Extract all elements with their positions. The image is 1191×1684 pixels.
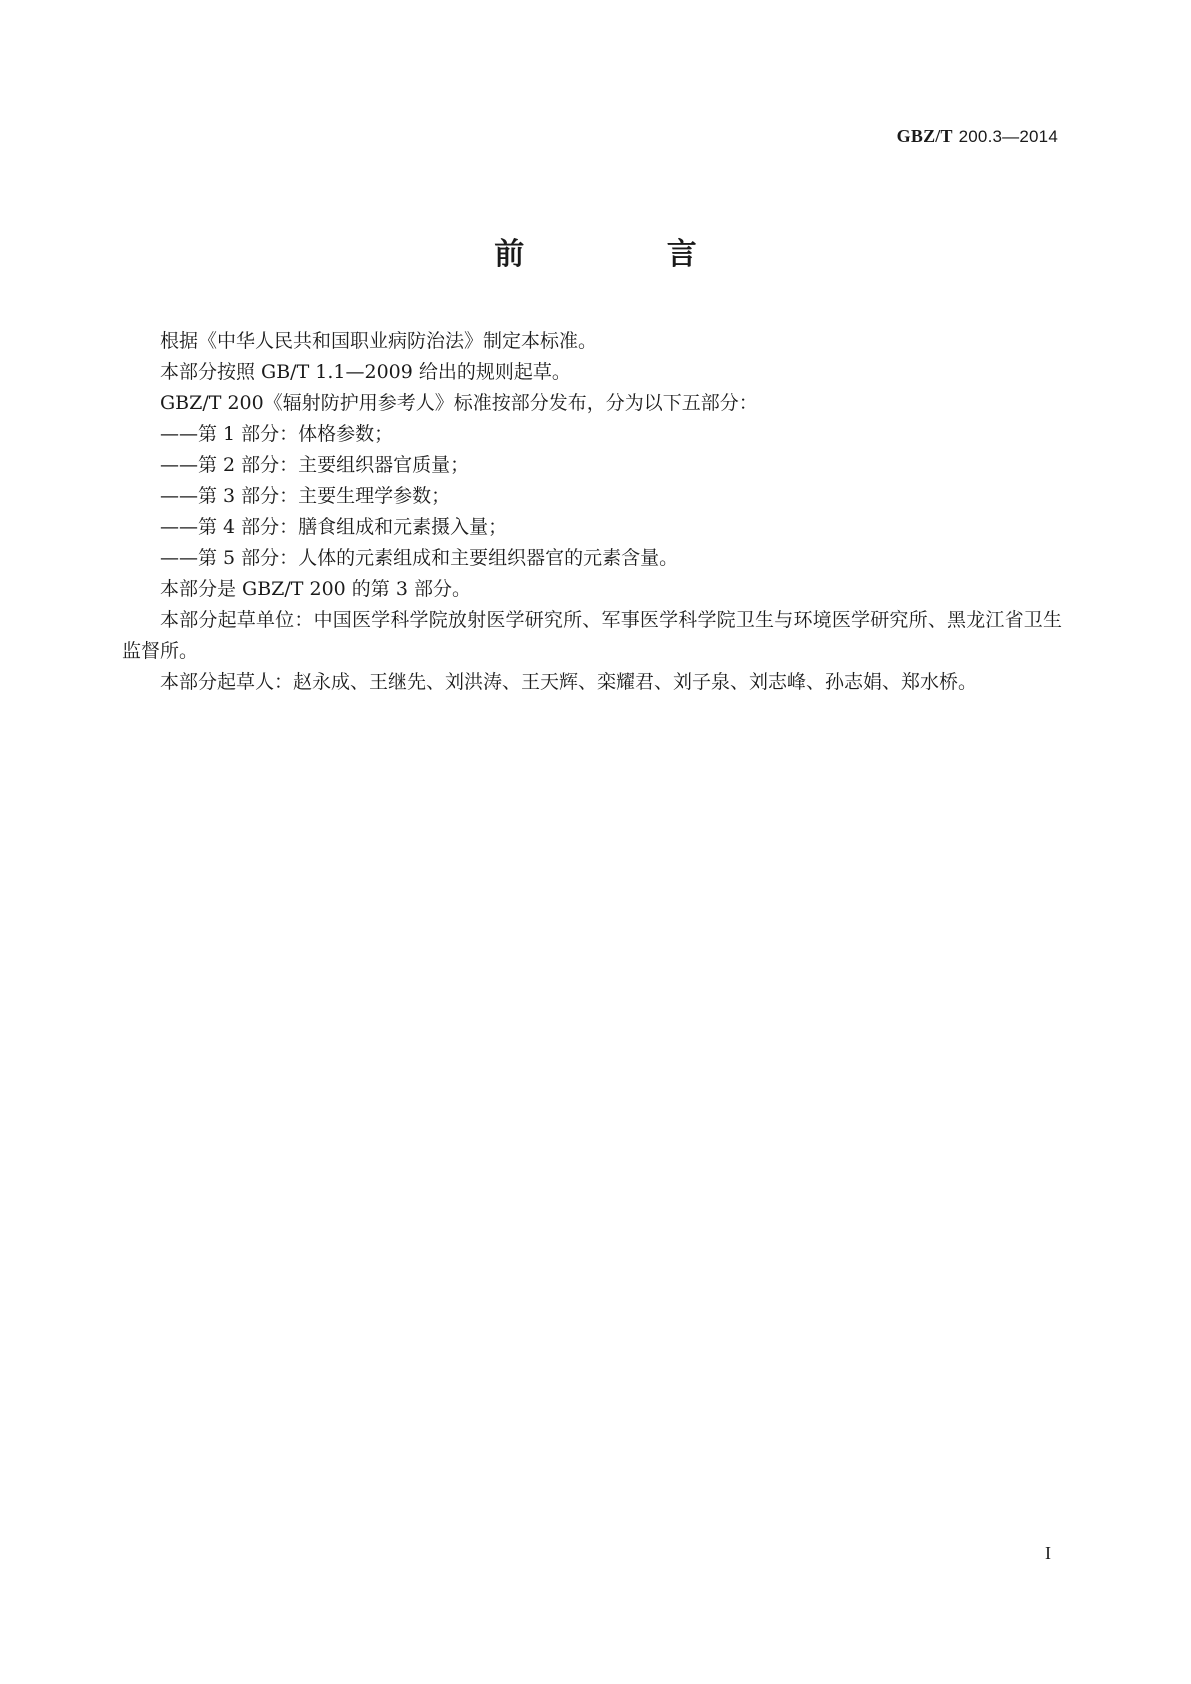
paragraph-parts-intro: GBZ/T 200《辐射防护用参考人》标准按部分发布，分为以下五部分： <box>160 392 758 414</box>
foreword-body <box>122 326 1062 698</box>
list-item-part-3: ——第 3 部分：主要生理学参数； <box>160 485 451 507</box>
list-item-part-2: ——第 2 部分：主要组织器官质量； <box>160 454 470 476</box>
paragraph-drafting-rules: 本部分按照 GB/T 1.1—2009 给出的规则起草。 <box>160 361 571 383</box>
paragraph-part-statement: 本部分是 GBZ/T 200 的第 3 部分。 <box>160 578 471 600</box>
paragraph-legal-basis: 根据《中华人民共和国职业病防治法》制定本标准。 <box>160 330 598 352</box>
standard-code-prefix: GBZ/T <box>896 126 953 146</box>
list-item-part-5: ——第 5 部分：人体的元素组成和主要组织器官的元素含量。 <box>160 547 679 569</box>
page-number: I <box>1045 1543 1051 1563</box>
standard-code <box>897 126 1058 147</box>
standard-code-number: 200.3—2014 <box>958 127 1058 146</box>
paragraph-drafting-units: 本部分起草单位：中国医学科学院放射医学研究所、军事医学科学院卫生与环境医学研究所、黑龙江省卫生监督所。 <box>122 609 1062 662</box>
list-item-part-4: ——第 4 部分：膳食组成和元素摄入量； <box>160 516 508 538</box>
list-item-part-1: ——第 1 部分：体格参数； <box>160 423 394 445</box>
paragraph-drafters: 本部分起草人：赵永成、王继先、刘洪涛、王天辉、栾耀君、刘子泉、刘志峰、孙志娟、郑水桥。 <box>160 671 978 693</box>
page-title: 前 言 <box>494 237 763 272</box>
